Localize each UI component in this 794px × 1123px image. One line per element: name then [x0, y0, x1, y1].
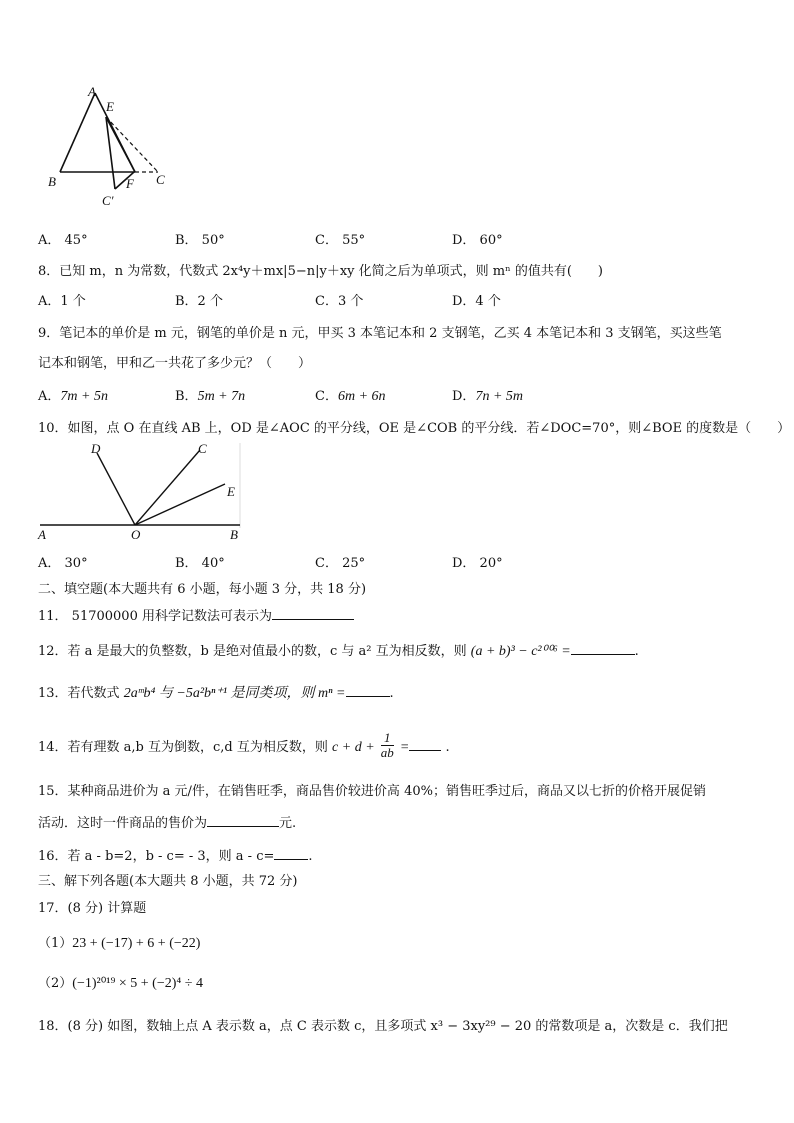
q15-unit: 元.: [279, 816, 297, 831]
q15-line1: 15．某种商品进价为 a 元/件，在销售旺季，商品售价较进价高 40%；销售旺季过后，商品又以七折的价格开展促销: [38, 784, 706, 799]
q9-option-a-expr: 7m + 5n: [60, 389, 108, 404]
q11: [38, 605, 354, 624]
q9-option-d-label: D．: [452, 389, 476, 404]
q14-fraction-denominator: ab: [380, 745, 394, 760]
dashed-EC: [106, 117, 158, 172]
q14-fraction: [381, 731, 394, 760]
label-F: F: [126, 176, 134, 191]
q9-option-a-label: A．: [38, 389, 61, 404]
label-A: A: [38, 527, 46, 542]
q12-period: .: [634, 644, 639, 659]
q17-part2: [38, 972, 203, 992]
q17-part1-expr: 23 + (−17) + 6 + (−22): [72, 936, 201, 951]
q13: [38, 682, 394, 702]
q7-option-c[interactable]: C． 55°: [315, 233, 366, 248]
angle-figure-q10: [30, 438, 250, 543]
q12: [38, 640, 639, 660]
ray-OD: [97, 453, 135, 525]
q9-option-c-label: C．: [315, 389, 338, 404]
segment-EC-prime: [106, 117, 115, 189]
q16-period: .: [308, 849, 313, 864]
q13-period: .: [389, 686, 394, 701]
q14-text: 14．若有理数 a,b 互为倒数，c,d 互为相反数，则: [38, 740, 328, 755]
section-2-heading: 二、填空题(本大题共有 6 小题，每小题 3 分，共 18 分): [38, 582, 367, 597]
q14-expr-part1: c + d +: [332, 740, 375, 755]
q10-option-c[interactable]: C． 25°: [315, 556, 366, 571]
q7-option-d[interactable]: D． 60°: [452, 233, 503, 248]
segment-EF: [106, 117, 135, 172]
q11-text: 11． 51700000 用科学记数法可表示为: [38, 609, 272, 624]
q9-option-b-expr: 5m + 7n: [197, 389, 246, 404]
q12-expr: (a + b)³ − c²⁰⁰⁶ =: [470, 644, 571, 659]
ray-OC: [135, 450, 200, 525]
q9-option-a[interactable]: [38, 385, 108, 405]
ray-OE: [135, 484, 225, 525]
label-E: E: [106, 99, 114, 114]
q10-option-b[interactable]: B． 40°: [175, 556, 225, 571]
q7-option-a[interactable]: A． 45°: [38, 233, 88, 248]
q12-answer-blank[interactable]: [571, 653, 635, 655]
q17-title: 17．(8 分) 计算题: [38, 901, 147, 916]
segment-AB: [60, 93, 95, 172]
q9-option-d[interactable]: [452, 385, 523, 405]
q9-option-b-label: B．: [175, 389, 198, 404]
label-A: A: [88, 85, 96, 99]
q10-option-a[interactable]: A． 30°: [38, 556, 88, 571]
q9-option-b[interactable]: [175, 385, 245, 405]
q9-option-c-expr: 6m + 6n: [337, 389, 386, 404]
q9-option-c[interactable]: [315, 385, 386, 405]
q15-line2: [38, 812, 296, 831]
q10-stem: 10．如图，点 O 在直线 AB 上，OD 是∠AOC 的平分线，OE 是∠COB 的平分线．若∠DOC=70°，则∠BOE 的度数是（ ）: [38, 421, 791, 436]
q7-option-b[interactable]: B． 50°: [175, 233, 225, 248]
label-C: C: [156, 172, 165, 187]
label-O: O: [131, 527, 141, 542]
q8-option-d[interactable]: D．4 个: [452, 294, 501, 309]
q12-text: 12．若 a 是最大的负整数，b 是绝对值最小的数，c 与 a² 互为相反数，则: [38, 644, 467, 659]
label-D: D: [91, 441, 101, 456]
q16-text: 16．若 a - b=2，b - c= - 3，则 a - c=: [38, 849, 275, 864]
section-3-heading: 三、解下列各题(本大题共 8 小题，共 72 分): [38, 874, 298, 889]
q17-part2-label: （2）: [38, 976, 73, 991]
q17-part1: [38, 932, 200, 952]
q13-text: 13．若代数式: [38, 686, 120, 701]
q8-stem: 8．已知 m，n 为常数，代数式 2x⁴y＋mx|5−n|y＋xy 化简之后为单项式，则 mⁿ 的值共有( ): [38, 264, 603, 279]
q14-period: .: [445, 740, 450, 755]
q9-stem-line1: 9．笔记本的单价是 m 元，钢笔的单价是 n 元，甲买 3 本笔记本和 2 支钢笔，乙买 4 本笔记本和 3 支钢笔，买这些笔: [38, 326, 722, 341]
q8-option-b[interactable]: B．2 个: [175, 294, 223, 309]
q17-part1-label: （1）: [38, 936, 73, 951]
q17-part2-expr: (−1)²⁰¹⁹ × 5 + (−2)⁴ ÷ 4: [72, 976, 203, 991]
q8-option-c[interactable]: C．3 个: [315, 294, 364, 309]
q14-expr-part2: =: [399, 740, 410, 755]
q13-answer-blank[interactable]: [346, 695, 390, 697]
triangle-figure-q7: [40, 85, 180, 210]
q15-text: 活动．这时一件商品的售价为: [38, 816, 208, 831]
q15-answer-blank[interactable]: [207, 825, 279, 827]
q16: [38, 845, 313, 864]
label-C: C: [198, 441, 207, 456]
q13-expr: 2aᵐb⁴ 与 −5a²bⁿ⁺¹ 是同类项，则 mⁿ =: [123, 686, 346, 701]
q11-answer-blank[interactable]: [272, 618, 354, 620]
q10-option-d[interactable]: D． 20°: [452, 556, 503, 571]
label-B: B: [230, 527, 238, 542]
label-E: E: [227, 484, 235, 499]
q14-answer-blank[interactable]: [409, 749, 441, 751]
q14: [38, 730, 450, 762]
q9-stem-line2: 记本和钢笔，甲和乙一共花了多少元？（ ）: [38, 356, 312, 371]
label-C-prime: C′: [102, 193, 114, 208]
label-B: B: [48, 174, 56, 189]
q16-answer-blank[interactable]: [274, 858, 308, 860]
q18-stem: 18．(8 分) 如图，数轴上点 A 表示数 a，点 C 表示数 c，且多项式 x³ − 3xy²⁹ − 20 的常数项是 a，次数是 c．我们把: [38, 1019, 728, 1034]
q8-option-a[interactable]: A．1 个: [38, 294, 86, 309]
q9-option-d-expr: 7n + 5m: [475, 389, 523, 404]
q14-fraction-numerator: 1: [381, 731, 394, 746]
